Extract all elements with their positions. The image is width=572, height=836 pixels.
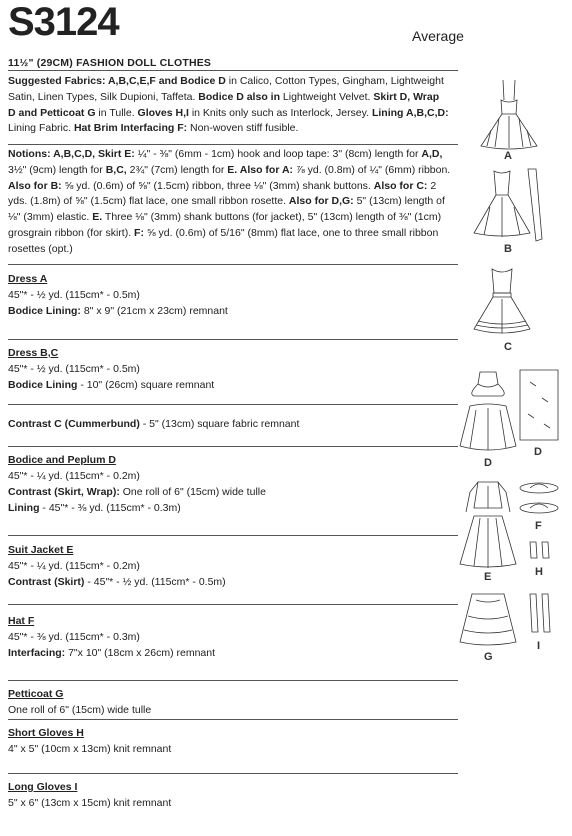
view-i-illustration [528, 592, 554, 636]
section-title: Suit Jacket E [8, 544, 74, 556]
notions-text: ⅝ yd. (0.6m) of ⅝" (1.5cm) ribbon, three ⅛" (3mm) shank buttons. [61, 179, 374, 192]
section-title: Long Gloves I [8, 781, 78, 793]
view-label: B [504, 243, 512, 255]
divider [8, 719, 458, 720]
yardage-label: Contrast (Skirt) [8, 576, 85, 588]
fabrics-label: Suggested Fabrics: A,B,C,E,F and Bodice D [8, 75, 226, 87]
fabrics-label: D and Petticoat G [8, 106, 96, 119]
fabrics-label: Bodice D also in [198, 90, 280, 103]
view-label: G [484, 651, 493, 663]
fabrics-text: in Tulle. [95, 106, 138, 119]
view-label: C [504, 341, 512, 353]
notions-text: grosgrain ribbon (for skirt). [8, 226, 135, 239]
fabrics-label: Hat Brim Interfacing F: [73, 122, 188, 135]
yardage-label: Interfacing: [8, 647, 66, 659]
fabrics-label: Skirt D, Wrap [373, 90, 440, 103]
view-f-illustration [518, 478, 560, 518]
section-dress-bc [8, 345, 458, 393]
view-label: A [504, 150, 512, 162]
divider [8, 446, 458, 447]
view-h-illustration [528, 540, 552, 562]
fabrics-text: Lining Fabric. [8, 122, 74, 135]
view-b-illustration [470, 167, 544, 243]
view-a-illustration [477, 78, 541, 150]
fabrics-label: Lining A,B,C,D: [371, 106, 449, 119]
yardage: - 45"* - ⅜ yd. (115cm* - 0.3m) [39, 502, 181, 514]
section-gloves-h [8, 725, 458, 757]
notions-label: Notions: A,B,C,D, Skirt E: [8, 148, 135, 160]
notions-text: ⅞ yd. (0.8m) of ¼" (6mm) ribbon. [293, 163, 451, 176]
divider [8, 535, 458, 536]
yardage: 45"* - ½ yd. (115cm* - 0.5m) [8, 363, 140, 375]
section-contrast-c [8, 416, 458, 432]
notions-text: 3½" (9cm) length for [8, 163, 106, 176]
notions [8, 147, 458, 258]
notions-label: A,D, [421, 148, 443, 160]
divider [8, 144, 458, 145]
yardage: 45"* - ⅜ yd. (115cm* - 0.3m) [8, 631, 140, 643]
yardage: 7"x 10" (18cm x 26cm) remnant [65, 647, 216, 659]
view-label: D [484, 457, 492, 469]
fabrics-text: in Calico, Cotton Types, Gingham, Lightweight [225, 75, 444, 87]
section-dress-a [8, 271, 458, 319]
yardage-label: Lining [8, 502, 40, 514]
notions-label: E. Also for A: [227, 163, 294, 176]
view-label: E [484, 571, 492, 583]
yardage-label: Contrast C (Cummerbund) [8, 418, 140, 430]
notions-label: E. [92, 211, 103, 224]
section-gloves-i [8, 779, 458, 811]
pattern-number: S3124 [8, 0, 119, 44]
section-jacket-e [8, 542, 458, 590]
yardage: 45"* - ½ yd. (115cm* - 0.5m) [8, 289, 140, 301]
section-bodice-d [8, 452, 458, 516]
yardage-label: Contrast (Skirt, Wrap): [8, 486, 120, 498]
yardage: 5" x 6" (13cm x 15cm) knit remnant [8, 797, 172, 809]
divider [8, 680, 458, 681]
notions-text: rosettes (opt.) [8, 242, 73, 255]
notions-text: ⅛" (3mm) elastic. [8, 211, 93, 224]
section-title: Short Gloves H [8, 727, 84, 739]
divider [8, 604, 458, 605]
notions-text: 2¾" (7cm) length for [126, 163, 228, 176]
divider [8, 264, 458, 265]
yardage: - 45"* - ½ yd. (115cm* - 0.5m) [84, 576, 226, 588]
yardage: 45"* - ¼ yd. (115cm* - 0.2m) [8, 560, 140, 572]
view-label: F [535, 520, 542, 532]
notions-text: Three ⅛" (3mm) shank buttons (for jacket), 5" (13cm) length of ⅜" (1cm) [102, 211, 442, 224]
notions-text: ¼" - ⅜" (6mm - 1cm) hook and loop tape: 3" (8cm) length for [134, 148, 422, 160]
yardage: - 10" (26cm) square remnant [77, 379, 215, 391]
notions-label: Also for D,G: [288, 195, 354, 208]
difficulty-level: Average [412, 28, 464, 44]
yardage-label: Bodice Lining [8, 379, 78, 391]
section-title: Dress B,C [8, 347, 59, 359]
section-title: Bodice and Peplum D [8, 454, 116, 466]
section-title: Dress A [8, 273, 48, 285]
notions-label: Also for B: [8, 179, 62, 192]
view-e-illustration [456, 478, 520, 570]
fabrics-text: Lightweight Velvet. [279, 90, 374, 103]
notions-label: F: [134, 226, 144, 239]
yardage: One roll of 6" (15cm) wide tulle [119, 486, 266, 498]
divider [8, 773, 458, 774]
view-label: H [535, 566, 543, 578]
fabrics-text: in Knits only such as Interlock, Jersey. [188, 106, 372, 119]
view-g-illustration [456, 590, 520, 650]
yardage: 8" x 9" (21cm x 23cm) remnant [80, 305, 228, 317]
divider [8, 404, 458, 405]
view-c-illustration [470, 265, 534, 341]
fabrics-label: Gloves H,I [137, 106, 189, 119]
divider [8, 339, 458, 340]
notions-label: B,C, [105, 163, 127, 176]
section-petticoat-g [8, 686, 458, 718]
view-label: D [534, 446, 542, 458]
yardage-label: Bodice Lining: [8, 305, 81, 317]
notions-label: Also for C: [373, 179, 428, 192]
pattern-subtitle: 11½" (29CM) FASHION DOLL CLOTHES [8, 57, 212, 69]
view-d-wrap-illustration [518, 368, 560, 442]
view-label: I [537, 640, 541, 652]
yardage: - 5" (13cm) square fabric remnant [139, 418, 300, 430]
suggested-fabrics [8, 74, 458, 137]
section-title: Petticoat G [8, 688, 64, 700]
notions-text: 5" (13cm) length of [353, 195, 445, 208]
notions-text: 2 [427, 179, 437, 192]
yardage: One roll of 6" (15cm) wide tulle [8, 704, 152, 716]
notions-text: yds. (1.8m) of ⅝" (1.5cm) flat lace, one small ribbon rosette. [8, 195, 289, 208]
view-d-illustration [456, 368, 520, 456]
notions-text: ⅝ yd. (0.6m) of 5/16" (8mm) flat lace, one to three small ribbon [143, 226, 439, 239]
divider [8, 70, 458, 71]
fabrics-text: Satin, Linen Types, Silk Dupioni, Taffeta. [8, 90, 199, 103]
yardage: 45"* - ¼ yd. (115cm* - 0.2m) [8, 470, 140, 482]
section-title: Hat F [8, 615, 35, 627]
fabrics-text: Non-woven stiff fusible. [187, 122, 299, 135]
yardage: 4" x 5" (10cm x 13cm) knit remnant [8, 743, 172, 755]
section-hat-f [8, 613, 458, 661]
